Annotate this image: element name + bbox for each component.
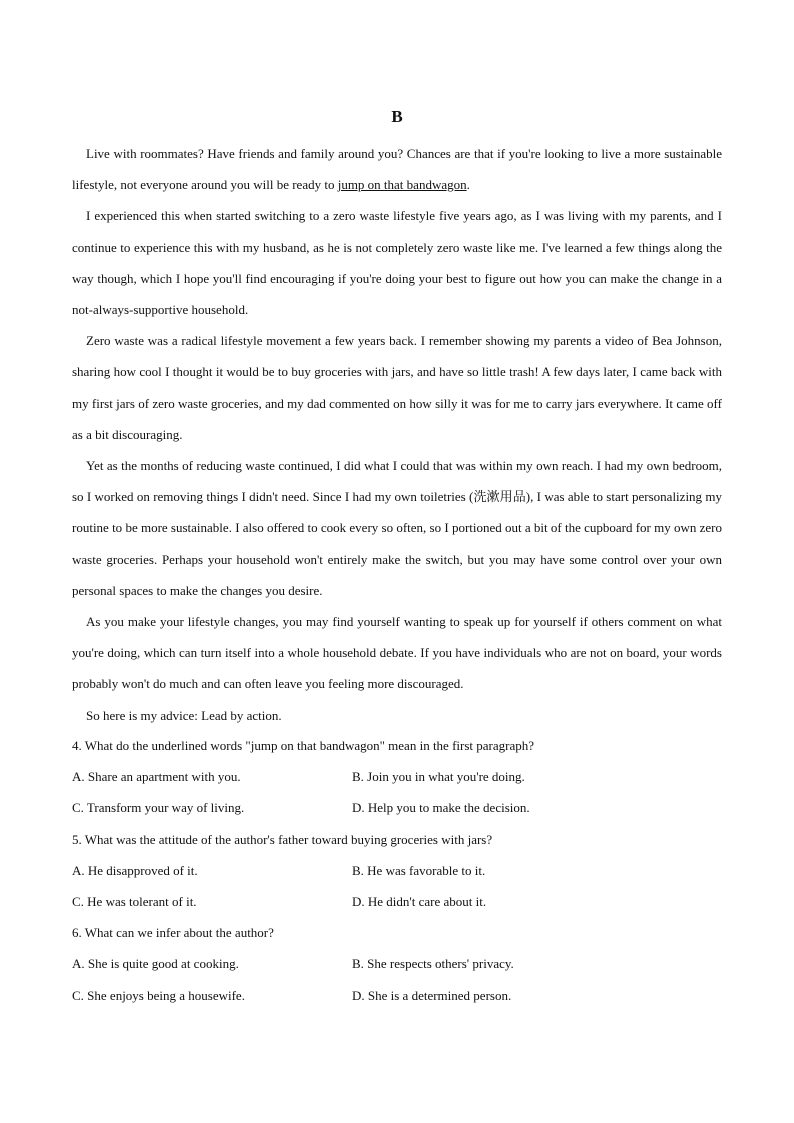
option-row xyxy=(72,948,722,979)
question-6 xyxy=(72,917,722,1011)
option-row xyxy=(72,980,722,1011)
option-d[interactable]: D. Help you to make the decision. xyxy=(352,800,530,816)
option-a[interactable]: A. He disapproved of it. xyxy=(72,862,198,878)
option-row xyxy=(72,792,722,823)
paragraph-6: So here is my advice: Lead by action. xyxy=(86,707,282,723)
question-stem: 5. What was the attitude of the author's father toward buying groceries with jars? xyxy=(72,831,493,847)
paragraph-1-end: . xyxy=(466,177,470,193)
option-c[interactable]: C. She enjoys being a housewife. xyxy=(72,987,245,1003)
option-row xyxy=(72,855,722,886)
question-stem: 6. What can we infer about the author? xyxy=(72,925,274,941)
option-d[interactable]: D. He didn't care about it. xyxy=(352,894,487,910)
paragraph-4: Yet as the months of reducing waste continued, I did what I could that was within my own reach. I had my own bedroom, so I worked on removing things I didn't need. Since I had my own toiletries (洗漱用品), I was able to start personalizing my routine to be more sustainable. I also offered to cook every so often, so I portioned out a bit of the cupboard for my own zero waste groceries. Perhaps your household won't entirely make the switch, but you may have some control over your own personal spaces to make the changes you desire. xyxy=(72,458,722,598)
option-b[interactable]: B. He was favorable to it. xyxy=(352,862,486,878)
option-row xyxy=(72,886,722,917)
option-b[interactable]: B. She respects others' privacy. xyxy=(352,956,514,972)
paragraph-5: As you make your lifestyle changes, you may find yourself wanting to speak up for yourself if others comment on what you're doing, which can turn itself into a whole household debate. If you have individuals who are not on board, your words probably won't do much and can often leave you feeling more discouraged. xyxy=(72,614,722,692)
question-stem: 4. What do the underlined words "jump on that bandwagon" mean in the first paragraph? xyxy=(72,738,535,753)
passage xyxy=(72,138,722,731)
option-c[interactable]: C. He was tolerant of it. xyxy=(72,894,197,910)
paragraph-1-text: Live with roommates? Have friends and family around you? Chances are that if you're looking to live a more sustainable lifestyle, not everyone around you will be ready to xyxy=(72,146,722,193)
paragraph-3: Zero waste was a radical lifestyle movement a few years back. I remember showing my parents a video of Bea Johnson, sharing how cool I thought it would be to buy groceries with jars, and have so little trash! A few days later, I came back with my first jars of zero waste groceries, and my dad commented on how silly it was for me to carry jars everywhere. It came off as a bit discouraging. xyxy=(72,333,722,442)
question-4 xyxy=(72,730,722,824)
option-b[interactable]: B. Join you in what you're doing. xyxy=(352,769,525,785)
section-title: B xyxy=(391,107,403,126)
underlined-phrase: jump on that bandwagon xyxy=(337,177,467,193)
option-row xyxy=(72,761,722,792)
paragraph-1 xyxy=(72,138,722,200)
option-c[interactable]: C. Transform your way of living. xyxy=(72,800,245,816)
option-a[interactable]: A. Share an apartment with you. xyxy=(72,769,241,785)
paragraph-2: I experienced this when started switching to a zero waste lifestyle five years ago, as I was living with my parents, and I continue to experience this with my husband, as he is not completely zero waste like me. I've learned a few things along the way though, which I hope you'll find encouraging if you're doing your best to figure out how you can make the change in a not-always-supportive household. xyxy=(72,208,722,318)
option-d[interactable]: D. She is a determined person. xyxy=(352,987,512,1003)
question-5 xyxy=(72,824,722,918)
question-list xyxy=(72,730,722,1011)
option-a[interactable]: A. She is quite good at cooking. xyxy=(72,956,239,972)
